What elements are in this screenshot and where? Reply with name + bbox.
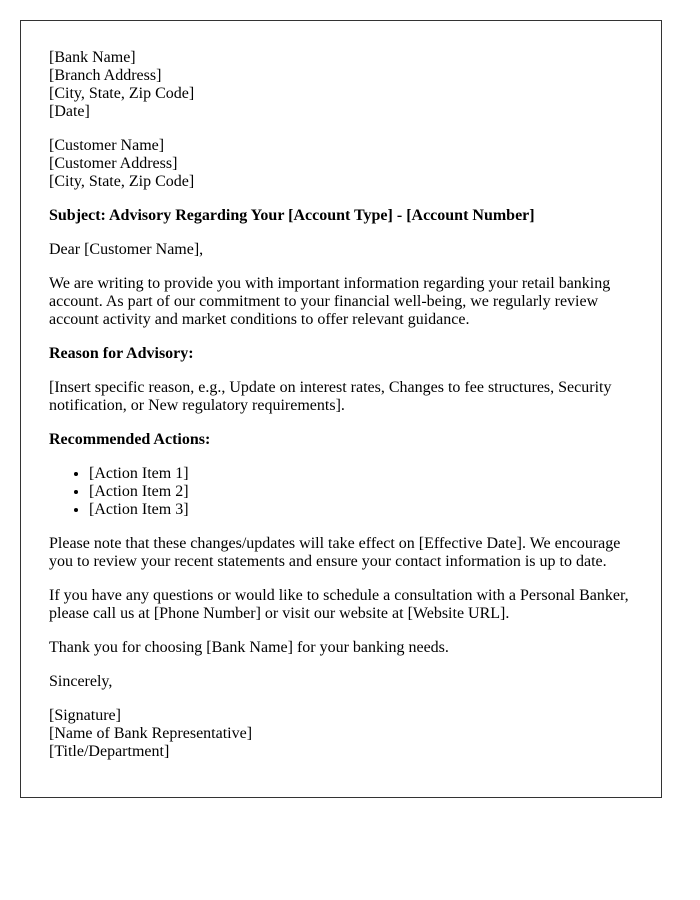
closing: Sincerely, — [49, 673, 113, 690]
actions-heading: Recommended Actions: — [49, 431, 211, 448]
actions-list — [49, 465, 633, 519]
reason-text: [Insert specific reason, e.g., Update on interest rates, Changes to fee structures, Security notification, or New regulatory requirements]. — [49, 379, 612, 414]
contact-paragraph: If you have any questions or would like to schedule a consultation with a Personal Banker, please call us at [Phone Number] or visit our website at [Website URL]. — [49, 587, 629, 622]
sender-block — [49, 49, 633, 121]
branch-address: [Branch Address] — [49, 67, 162, 84]
recipient-block — [49, 137, 633, 191]
letter — [20, 20, 662, 798]
action-item: • [Action Item 1] — [89, 465, 633, 483]
action-item: • [Action Item 2] — [89, 483, 633, 501]
signature-block — [49, 707, 633, 761]
intro-paragraph: We are writing to provide you with important information regarding your retail banking account. As part of our commitment to your financial well-being, we regularly review account activity and market conditions to offer relevant guidance. — [49, 275, 611, 328]
recipient-city-state-zip: [City, State, Zip Code] — [49, 173, 195, 190]
reason-heading: Reason for Advisory: — [49, 345, 194, 362]
representative-name: [Name of Bank Representative] — [49, 725, 253, 742]
representative-title: [Title/Department] — [49, 743, 170, 760]
sender-city-state-zip: [City, State, Zip Code] — [49, 85, 195, 102]
action-item: • [Action Item 3] — [89, 501, 633, 519]
bank-name: [Bank Name] — [49, 49, 136, 66]
note-paragraph: Please note that these changes/updates will take effect on [Effective Date]. We encourage you to review your recent statements and ensure your contact information is up to date. — [49, 535, 621, 570]
salutation: Dear [Customer Name], — [49, 241, 204, 258]
customer-address: [Customer Address] — [49, 155, 178, 172]
subject: Subject: Advisory Regarding Your [Account Type] - [Account Number] — [49, 207, 535, 224]
thanks-paragraph: Thank you for choosing [Bank Name] for your banking needs. — [49, 639, 449, 656]
signature: [Signature] — [49, 707, 121, 724]
date: [Date] — [49, 103, 90, 120]
customer-name: [Customer Name] — [49, 137, 165, 154]
